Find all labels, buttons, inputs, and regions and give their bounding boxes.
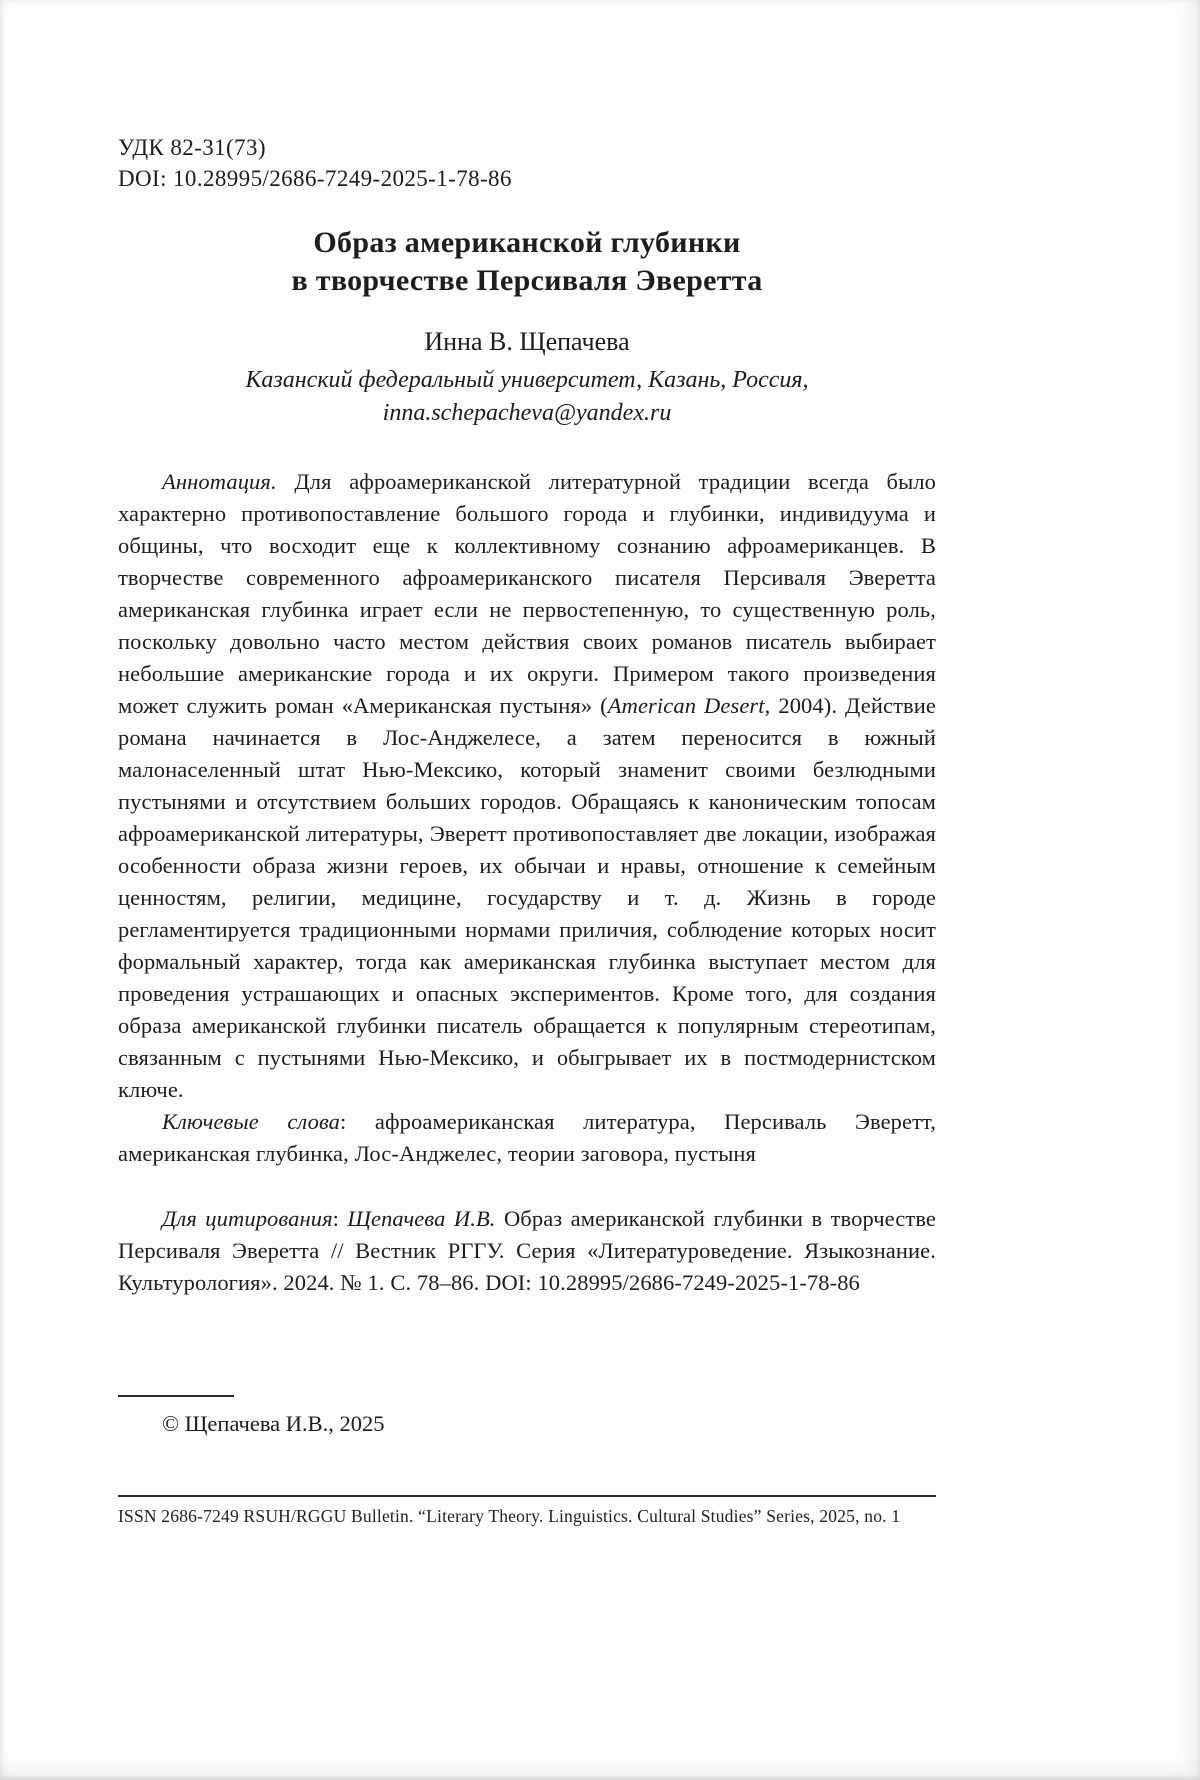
copyright-notice: © Щепачева И.В., 2025 [162, 1411, 385, 1436]
abstract-novel-title: American Desert [607, 693, 765, 718]
keywords-text: : афроамериканская литература, Персиваль Эверетт, американская глубинка, Лос-Анджелес, теории заговора, пустыня [118, 1109, 936, 1166]
citation-separator: : [332, 1206, 348, 1231]
citation-text: Образ американской глубинки в творчестве Персиваля Эверетта // Вестник РГГУ. Серия «Литературоведение. Языкознание. Культурология». 2024. № 1. С. 78–86. DOI: 10.28995/2686-7249-2025-1-78-86 [118, 1206, 937, 1295]
abstract-text-1: Для афроамериканской литературной традиции всегда было характерно противопоставление большого города и глубинки, индивидуума и общины, что восходит еще к коллективному сознанию афроамериканцев. В творчестве современного афроамериканского писателя Персиваля Эверетта американская глубинка играет если не первостепенную, то существенную роль, поскольку довольно часто местом действия своих романов писатель выбирает небольшие американские города и их округи. Примером такого произведения может служить роман «Американская пустыня» ( [118, 469, 936, 718]
article-title-line-1: Образ американской глубинки [313, 226, 741, 259]
author-affiliation: Казанский федеральный университет, Казань, Россия, [245, 367, 809, 393]
abstract-label: Аннотация. [162, 469, 277, 494]
abstract-paragraph [118, 466, 936, 1106]
author-name: Инна В. Щепачева [424, 327, 630, 356]
keywords-label: Ключевые слова [162, 1109, 341, 1134]
doi-line: DOI: 10.28995/2686-7249-2025-1-78-86 [118, 166, 512, 191]
journal-footer: ISSN 2686-7249 RSUH/RGGU Bulletin. “Literary Theory. Linguistics. Cultural Studies” Series, 2025, no. 1 [118, 1506, 901, 1526]
author-email: inna.schepacheva@yandex.ru [382, 400, 672, 426]
article-title-line-2: в творчестве Персиваля Эверетта [291, 264, 763, 297]
page-content [118, 132, 936, 1528]
footer-divider [118, 1495, 936, 1497]
article-title [118, 224, 936, 300]
copyright-divider [118, 1395, 234, 1397]
citation-authors: Щепачева И.В. [347, 1206, 496, 1231]
abstract-text-2: , 2004). Действие романа начинается в Лос-Анджелесе, а затем переносится в южный малонаселенный штат Нью-Мексико, который знаменит своими безлюдными пустынями и отсутствием больших городов. Обращаясь к каноническим топосам афроамериканской литературы, Эверетт противопоставляет две локации, изображая особенности образа жизни героев, их обычаи и нравы, отношение к семейным ценностям, религии, медицине, государству и т. д. Жизнь в городе регламентируется традиционными нормами приличия, соблюдение которых носит формальный характер, тогда как американская глубинка выступает местом для проведения устрашающих и опасных экспериментов. Кроме того, для создания образа американской глубинки писатель обращается к популярным стереотипам, связанным с пустынями Нью-Мексико, и обыгрывает их в постмодернистском ключе. [118, 693, 936, 1102]
citation-paragraph [118, 1203, 936, 1299]
keywords-paragraph [118, 1106, 936, 1170]
citation-label: Для цитирования [162, 1206, 333, 1231]
udc-line: УДК 82-31(73) [118, 135, 266, 160]
